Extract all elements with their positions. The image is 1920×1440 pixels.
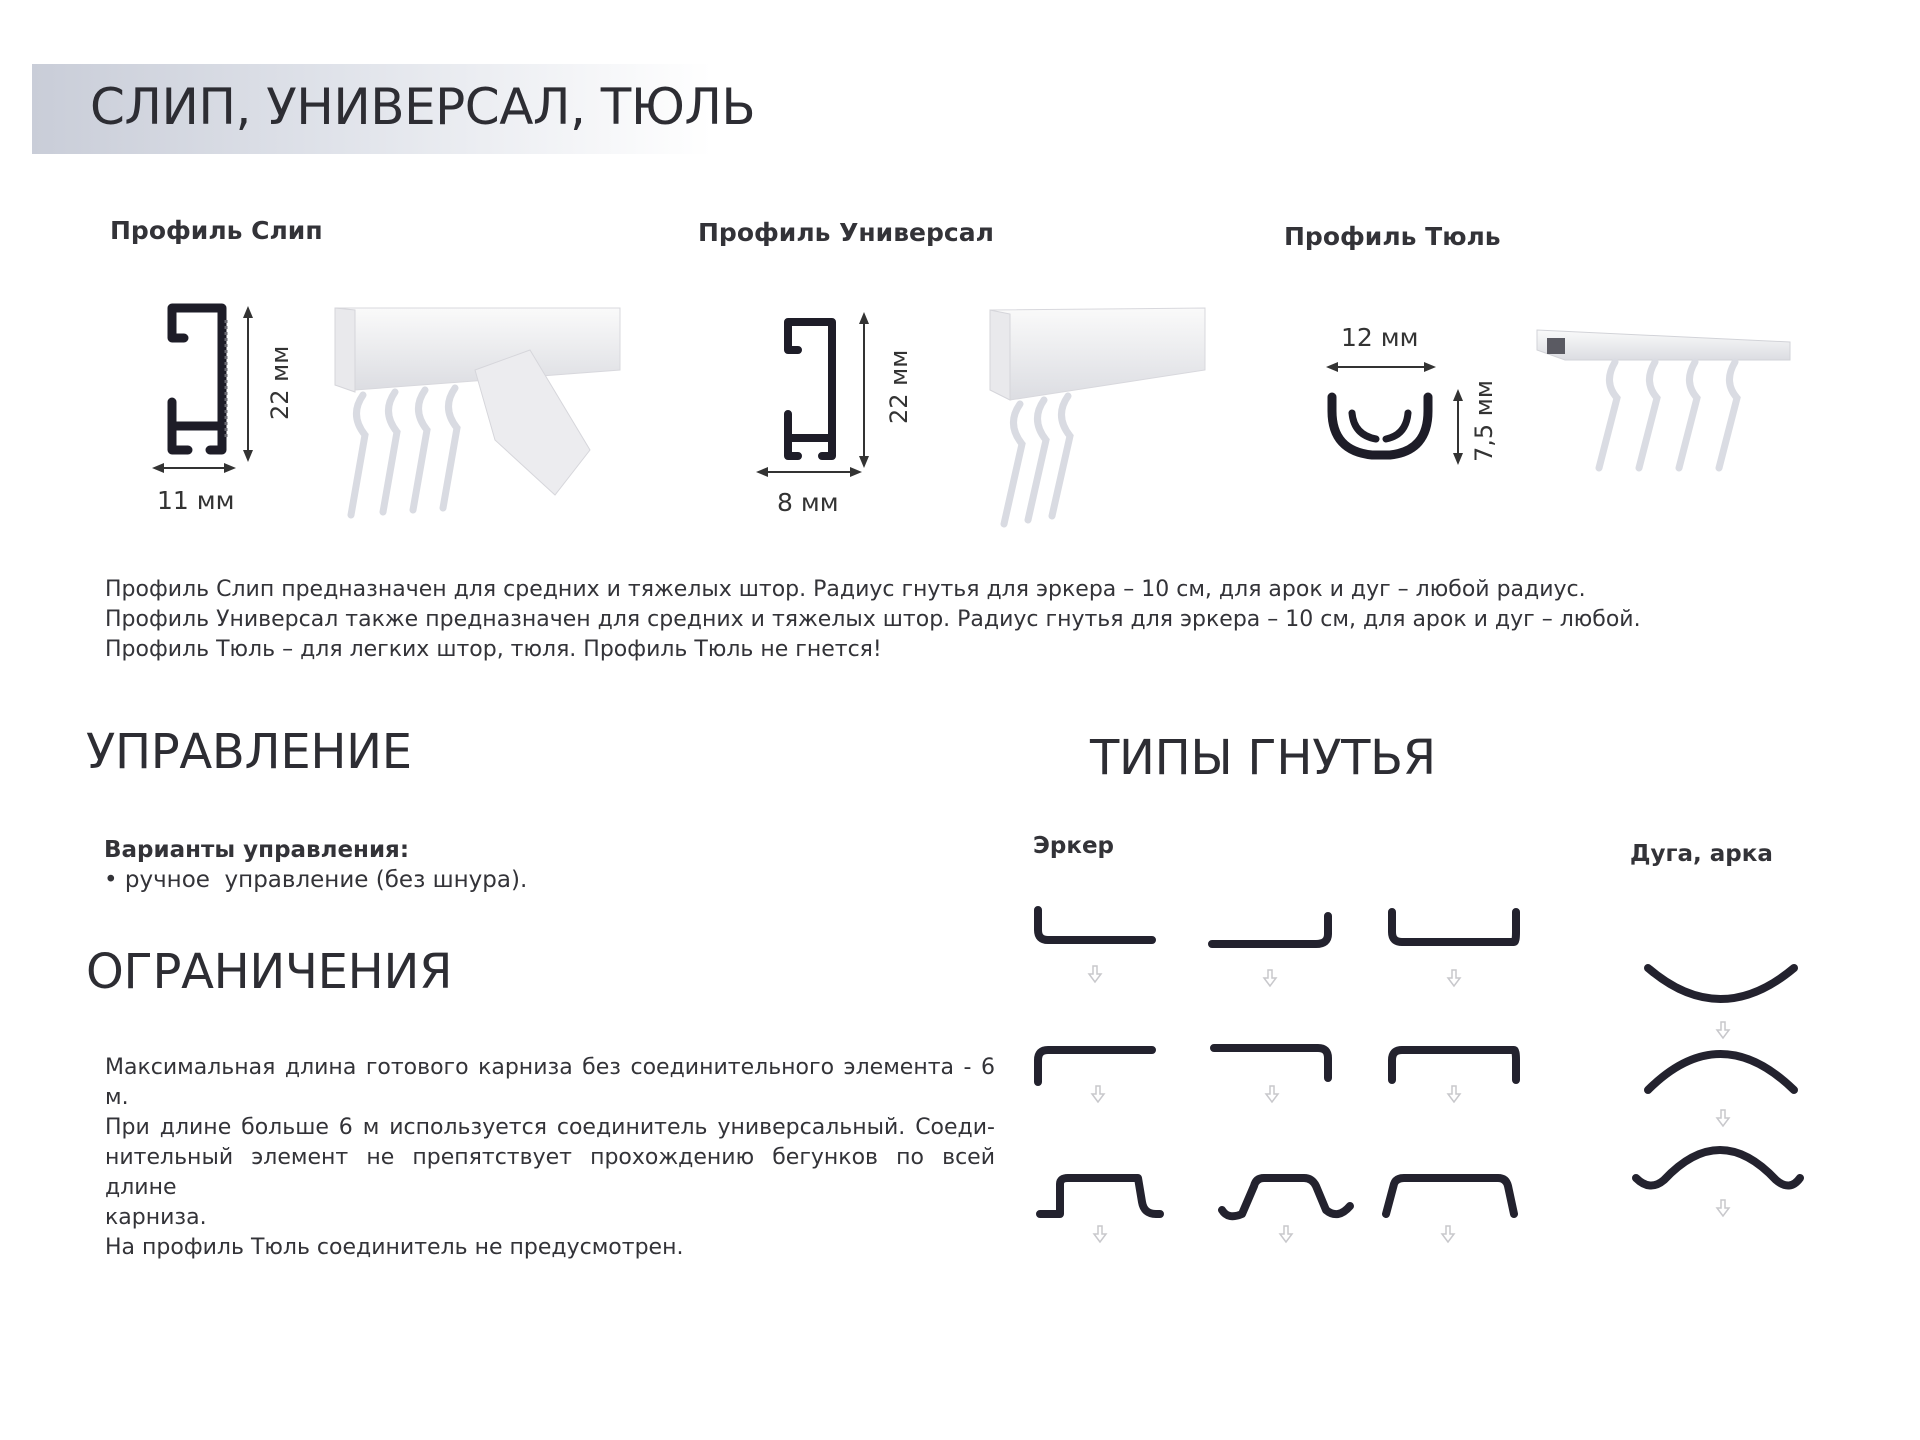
arrow-up-icon (1092, 1086, 1104, 1102)
profile-slip-title: Профиль Слип (110, 216, 323, 245)
bay-row-1 (1038, 910, 1516, 986)
arrow-up-icon (1717, 1022, 1729, 1038)
limits-line: При длине больше 6 м используется соединитель универсальный. Соеди- (105, 1115, 995, 1140)
bending-title: ТИПЫ ГНУТЬЯ (1090, 730, 1436, 786)
tulle-width-label: 12 мм (1341, 323, 1419, 352)
arrow-up-icon (1094, 1226, 1106, 1242)
arrow-up-icon (1266, 1086, 1278, 1102)
arrow-up-icon (1448, 1086, 1460, 1102)
limits-text (105, 1053, 995, 1263)
limits-title: ОГРАНИЧЕНИЯ (86, 944, 453, 1000)
slip-height-label: 22 мм (266, 345, 294, 420)
limits-line: нительный элемент не препятствует прохождению бегунков по всей длине (105, 1145, 995, 1200)
control-item: • ручное управление (без шнура). (104, 867, 528, 893)
universal-rail-photo (980, 300, 1210, 535)
tulle-height-label: 7,5 мм (1470, 379, 1498, 462)
arc-column (1636, 968, 1800, 1216)
limits-line: Максимальная длина готового карниза без соединительного элемента - 6 м. (105, 1055, 995, 1110)
page-title: СЛИП, УНИВЕРСАЛ, ТЮЛЬ (90, 78, 756, 136)
profile-slip-section (140, 290, 280, 480)
bay-row-2 (1038, 1048, 1516, 1102)
profiles-description (105, 575, 1665, 665)
arc-label: Дуга, арка (1630, 841, 1773, 867)
profile-universal-section (750, 296, 880, 486)
description-line: Профиль Тюль – для легких штор, тюля. Профиль Тюль не гнется! (105, 637, 882, 662)
tulle-rail-photo (1535, 320, 1795, 500)
description-line: Профиль Универсал также предназначен для средних и тяжелых штор. Радиус гнутья для эркера – 10 см, для арок и дуг – любой. (105, 607, 1641, 632)
arrow-up-icon (1442, 1226, 1454, 1242)
universal-width-label: 8 мм (777, 488, 839, 517)
control-title: УПРАВЛЕНИЕ (86, 724, 412, 780)
limits-line: карниза. (105, 1205, 207, 1230)
profile-tulle-title: Профиль Тюль (1284, 222, 1501, 251)
slip-width-label: 11 мм (157, 486, 235, 515)
bay-label: Эркер (1033, 833, 1115, 859)
control-subtitle: Варианты управления: (104, 837, 410, 863)
profile-universal-title: Профиль Универсал (698, 218, 994, 247)
arrow-up-icon (1448, 970, 1460, 986)
bay-row-3 (1040, 1178, 1514, 1242)
description-line: Профиль Слип предназначен для средних и тяжелых штор. Радиус гнутья для эркера – 10 см, для арок и дуг – любой радиус. (105, 577, 1586, 602)
arrow-up-icon (1717, 1200, 1729, 1216)
universal-height-label: 22 мм (885, 349, 913, 424)
limits-line: На профиль Тюль соединитель не предусмотрен. (105, 1235, 684, 1260)
bending-diagram (1020, 880, 1820, 1260)
arrow-up-icon (1717, 1110, 1729, 1126)
slip-rail-photo (325, 300, 625, 530)
arrow-up-icon (1280, 1226, 1292, 1242)
arrow-up-icon (1264, 970, 1276, 986)
arrow-up-icon (1089, 966, 1101, 982)
